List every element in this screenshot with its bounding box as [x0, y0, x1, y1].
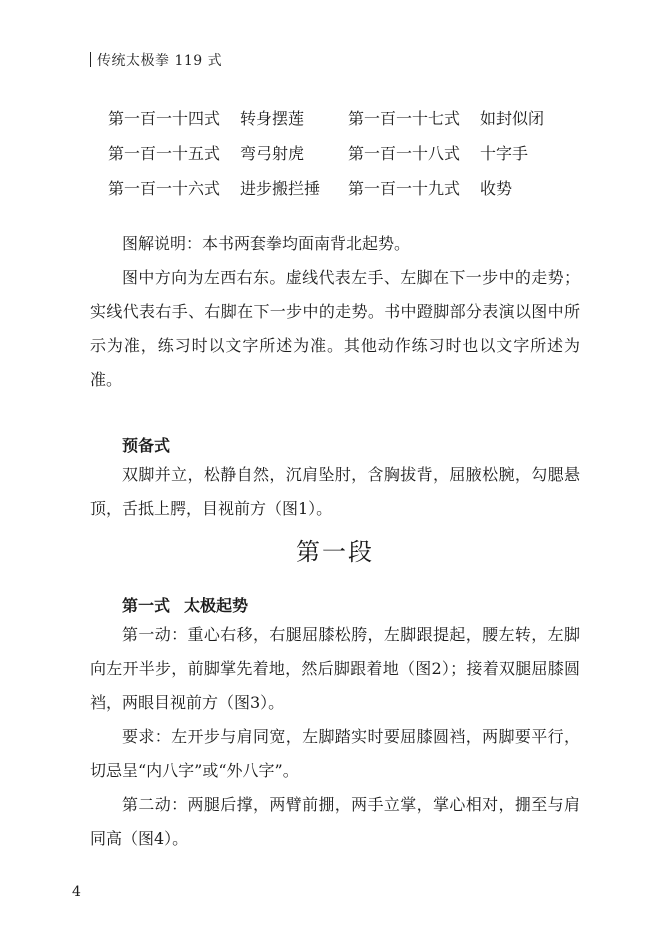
form-name: 转身摆莲: [240, 109, 305, 128]
form-number: 第一百一十九式: [348, 179, 461, 198]
running-head-title: 传统太极拳 119 式: [97, 53, 223, 69]
form-step-2: 第二动：两腿后撑，两臂前掤，两手立掌，掌心相对，掤至与肩同高（图4）。: [90, 795, 580, 848]
running-head-divider: [90, 52, 91, 67]
form-step-1: 第一动：重心右移，右腿屈膝松胯，左脚跟提起，腰左转，左脚向左开半步，前脚掌先着地，然后脚跟着地（图2）；接着双腿屈膝圆裆，两眼目视前方（图3）。: [90, 625, 580, 712]
form-name: 如封似闭: [480, 109, 545, 128]
form-list-entry: [108, 106, 348, 129]
form-number: 第一百一十五式: [108, 144, 221, 163]
form-list-entry: [348, 106, 588, 129]
form-list-row: [108, 100, 588, 135]
form-heading-name: 太极起势: [184, 596, 249, 615]
form-heading: [122, 593, 248, 616]
form-list-entry: [348, 141, 588, 164]
form-list-row: [108, 135, 588, 170]
form-name: 进步搬拦捶: [240, 179, 321, 198]
form-list-entry: [108, 176, 348, 199]
form-description: [90, 618, 580, 856]
section-title: 第一段: [296, 538, 374, 566]
form-name: 收势: [480, 179, 513, 198]
page-number: 4: [72, 884, 81, 900]
diagram-note: [90, 227, 580, 397]
preparation-heading: 预备式: [122, 436, 171, 455]
form-requirement: 要求：左开步与肩同宽，左脚踏实时要屈膝圆裆，两脚要平行，切忌呈“内八字”或“外八字”。: [90, 727, 580, 780]
form-list: [108, 100, 588, 205]
form-list-row: [108, 170, 588, 205]
running-head: [90, 50, 222, 70]
form-number: 第一百一十八式: [348, 144, 461, 163]
diagram-note-intro: 图解说明：本书两套拳均面南背北起势。: [122, 234, 411, 253]
form-heading-number: 第一式: [122, 596, 171, 615]
preparation-text-block: [90, 458, 580, 526]
preparation-text: 双脚并立，松静自然，沉肩坠肘，含胸拔背，屈腋松腕，勾腮悬顶，舌抵上腭，目视前方（图1）。: [90, 465, 580, 518]
diagram-note-detail: 图中方向为左西右东。虚线代表左手、左脚在下一步中的走势；实线代表右手、右脚在下一步中的走势。书中蹬脚部分表演以图中所示为准，练习时以文字所述为准。其他动作练习时也以文字所述为准。: [90, 268, 580, 389]
form-name: 十字手: [480, 144, 529, 163]
form-number: 第一百一十六式: [108, 179, 221, 198]
form-number: 第一百一十四式: [108, 109, 221, 128]
form-list-entry: [348, 176, 588, 199]
form-list-entry: [108, 141, 348, 164]
form-name: 弯弓射虎: [240, 144, 305, 163]
form-number: 第一百一十七式: [348, 109, 461, 128]
